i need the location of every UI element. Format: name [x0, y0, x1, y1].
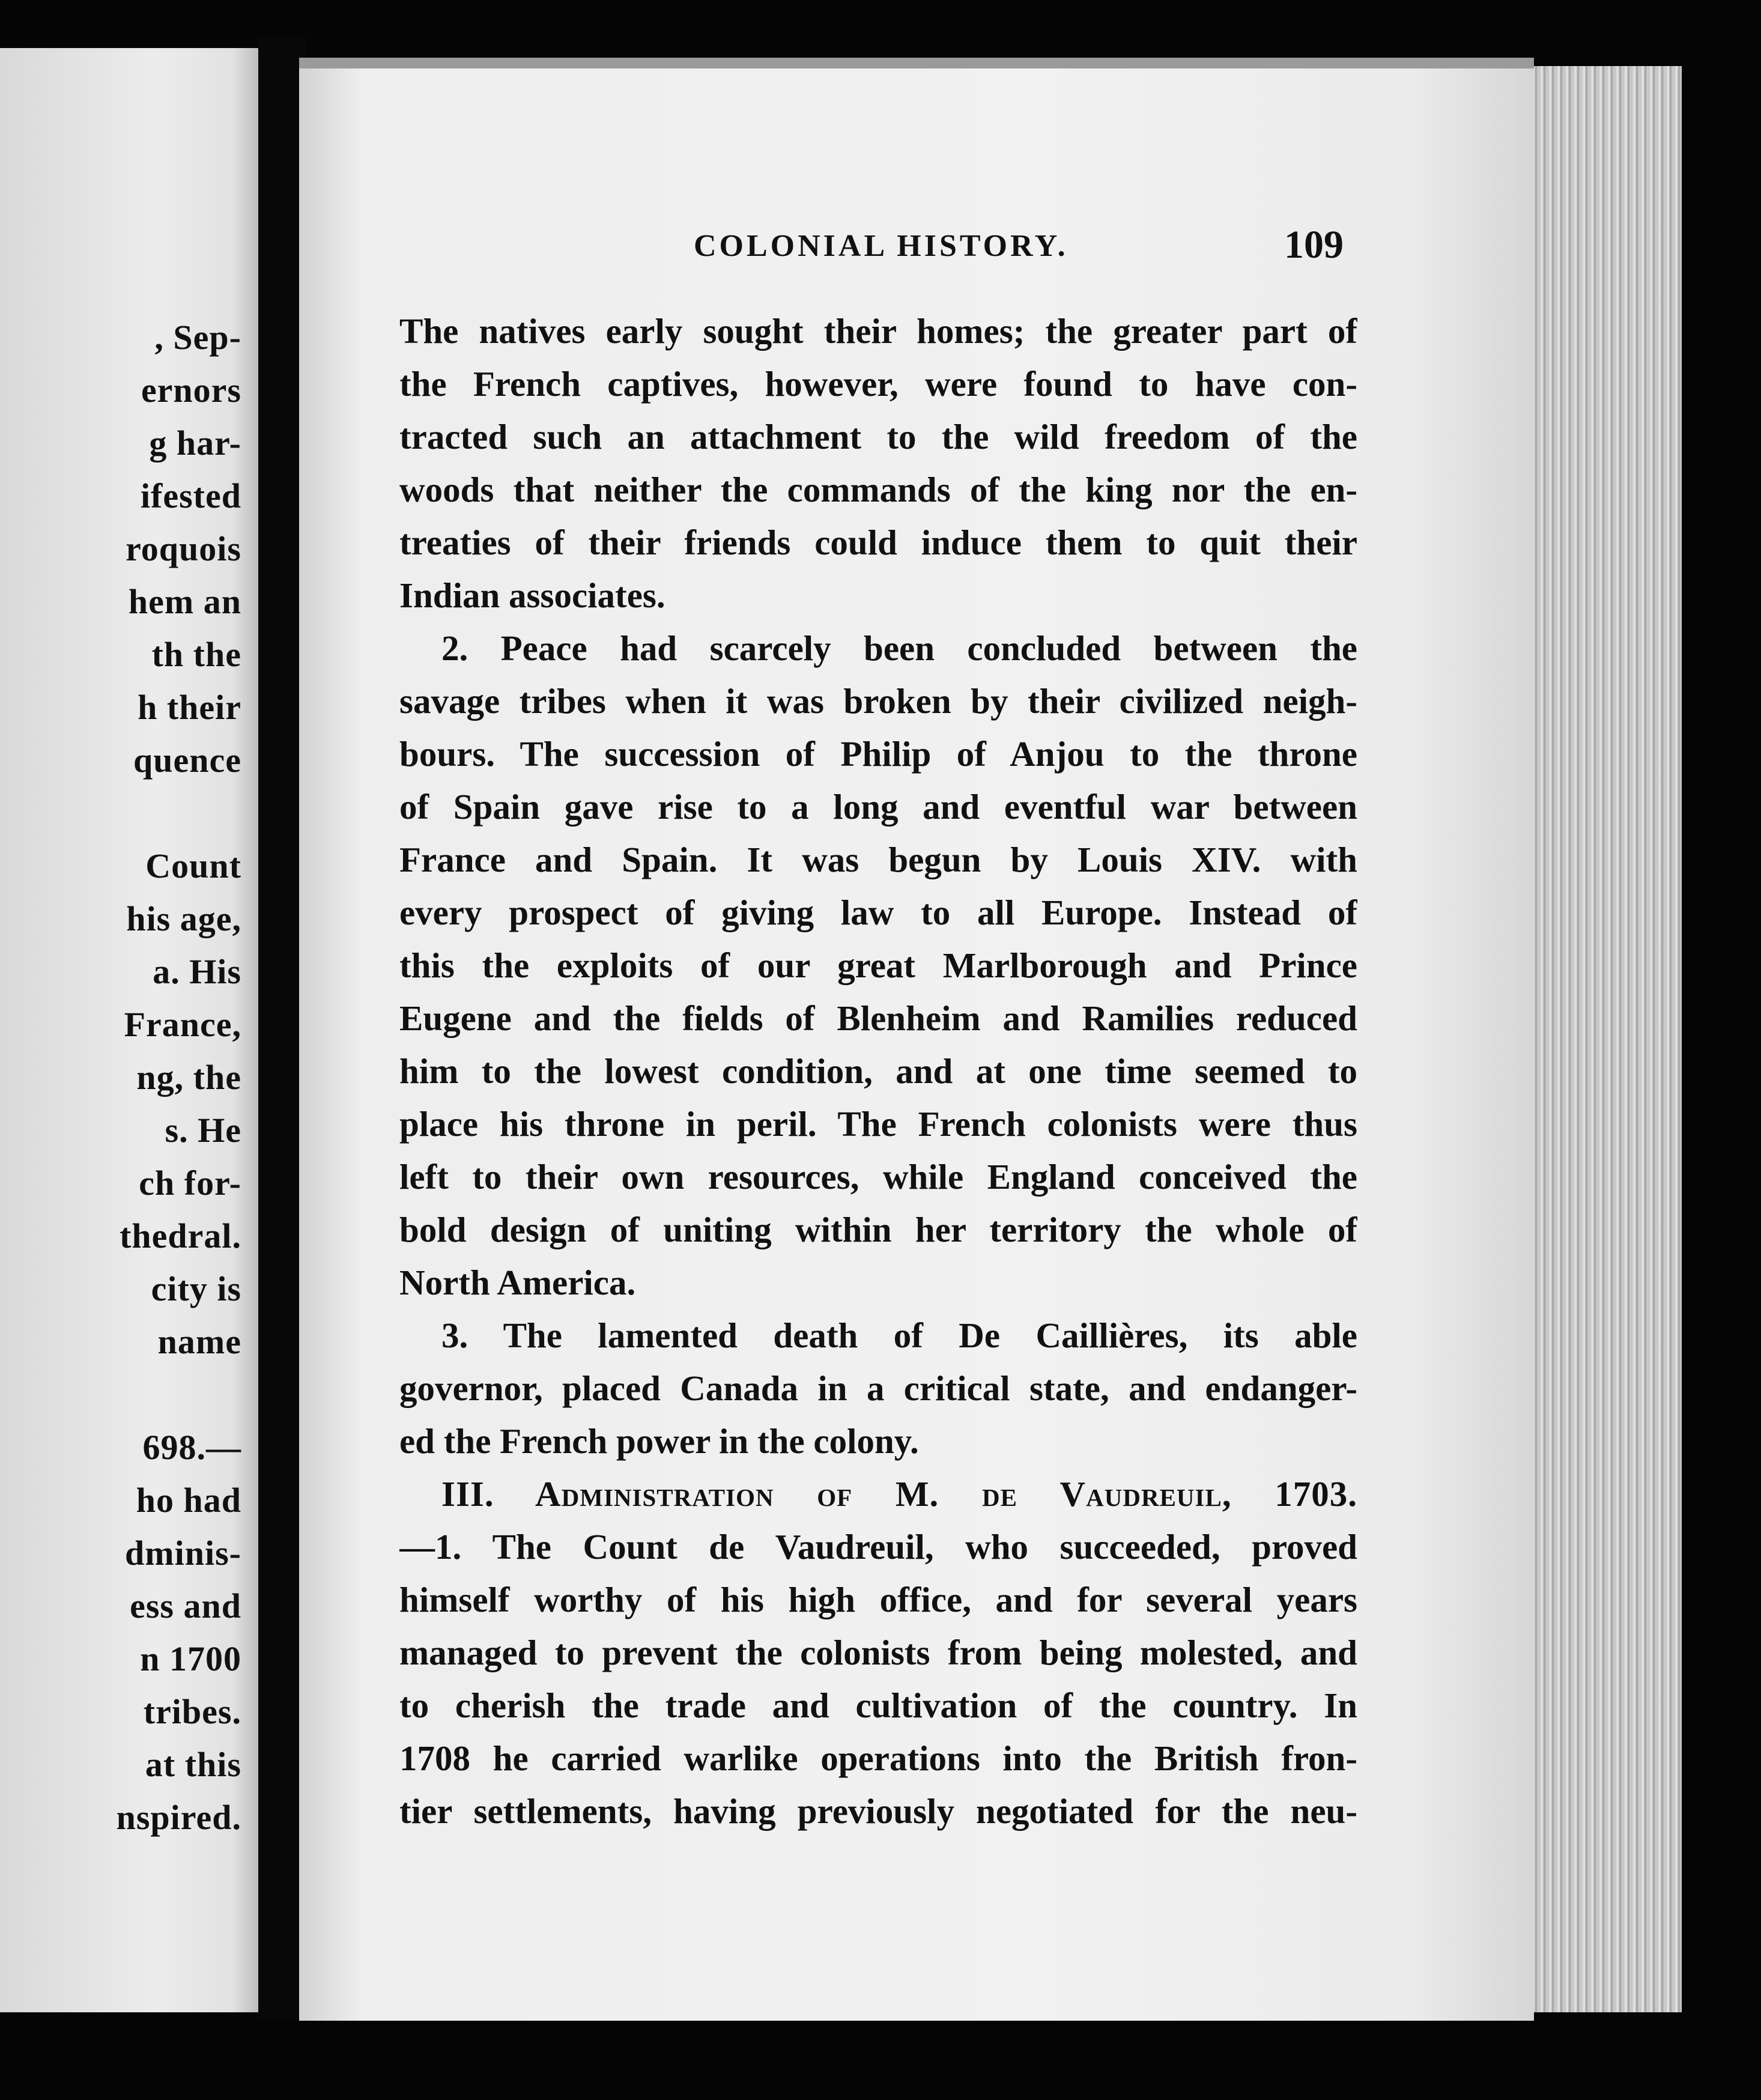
text-line: him to the lowest condition, and at one time seemed to	[399, 1051, 1357, 1091]
left-fragment: hem an	[128, 582, 241, 621]
text-line: treaties of their friends could induce them to quit their	[399, 523, 1357, 562]
text-line: woods that neither the commands of the king nor the en-	[399, 470, 1357, 509]
left-fragment: his age,	[126, 899, 241, 938]
text-line: bours. The succession of Philip of Anjou to the throne	[399, 734, 1357, 774]
text-line: this the exploits of our great Marlborough and Prince	[399, 945, 1357, 985]
left-fragment: ifested	[140, 476, 241, 515]
left-fragment: , Sep-	[154, 318, 241, 357]
left-fragment: tribes.	[143, 1692, 241, 1731]
left-fragment: th the	[151, 635, 241, 674]
text-line: himself worthy of his high office, and for several years	[399, 1580, 1357, 1619]
left-fragment: h their	[138, 688, 241, 727]
text-line: 1708 he carried warlike operations into the British fron-	[399, 1738, 1357, 1778]
text-line: to cherish the trade and cultivation of the country. In	[399, 1686, 1357, 1725]
text-line: —1. The Count de Vaudreuil, who succeeded, proved	[399, 1527, 1357, 1567]
text-line: bold design of uniting within her territory the whole of	[399, 1210, 1357, 1249]
left-fragment: ess and	[130, 1586, 241, 1625]
left-fragment: nspired.	[116, 1798, 241, 1837]
left-fragment: s. He	[165, 1111, 241, 1150]
left-fragment: a. His	[153, 952, 241, 991]
left-fragment: ernors	[141, 371, 241, 410]
left-page	[0, 48, 258, 2012]
text-line: The natives early sought their homes; the greater part of	[399, 311, 1357, 351]
text-line: of Spain gave rise to a long and eventful war between	[399, 787, 1357, 827]
body-text	[399, 305, 1357, 1838]
page-edges	[1514, 66, 1682, 2012]
text-line: North America.	[399, 1263, 636, 1302]
left-fragment: city is	[151, 1269, 241, 1308]
text-line: tier settlements, having previously negotiated for the neu-	[399, 1791, 1357, 1831]
left-fragment: roquois	[126, 529, 241, 568]
text-line: place his throne in peril. The French colonists were thus	[399, 1104, 1357, 1144]
running-head: COLONIAL HISTORY.	[694, 229, 1068, 263]
text-line: the French captives, however, were found to have con-	[399, 364, 1357, 404]
left-fragment: France,	[124, 1005, 241, 1044]
text-line: Eugene and the fields of Blenheim and Ramilies reduced	[399, 998, 1357, 1038]
section-heading: III. Administration of M. de Vaudreuil, 1703.	[441, 1474, 1357, 1514]
left-fragment: ho had	[136, 1481, 241, 1520]
page-number: 109	[1284, 223, 1344, 267]
text-line: 2. Peace had scarcely been concluded between the	[441, 628, 1357, 668]
text-line: managed to prevent the colonists from being molested, and	[399, 1633, 1357, 1672]
text-line: left to their own resources, while England conceived the	[399, 1157, 1357, 1197]
text-line: tracted such an attachment to the wild freedom of the	[399, 417, 1357, 457]
left-fragment: n 1700	[140, 1639, 241, 1678]
left-fragment: at this	[145, 1745, 241, 1784]
left-fragment: ng, the	[136, 1058, 241, 1097]
left-fragment: Count	[145, 846, 241, 885]
text-line: Indian associates.	[399, 575, 665, 615]
text-line: 3. The lamented death of De Caillières, its able	[441, 1316, 1357, 1355]
text-line: governor, placed Canada in a critical state, and endanger-	[399, 1368, 1357, 1408]
text-line: savage tribes when it was broken by their civilized neigh-	[399, 681, 1357, 721]
left-fragment: name	[157, 1322, 241, 1361]
left-fragment: dminis-	[125, 1534, 241, 1573]
left-fragment: ch for-	[139, 1164, 241, 1203]
left-fragment: 698.—	[142, 1428, 241, 1467]
left-fragment: thedral.	[120, 1216, 241, 1255]
text-line: ed the French power in the colony.	[399, 1421, 919, 1461]
left-fragment: quence	[133, 741, 241, 780]
left-fragment: g har-	[149, 423, 241, 463]
text-line: every prospect of giving law to all Europe. Instead of	[399, 893, 1357, 932]
text-line: France and Spain. It was begun by Louis XIV. with	[399, 840, 1357, 879]
